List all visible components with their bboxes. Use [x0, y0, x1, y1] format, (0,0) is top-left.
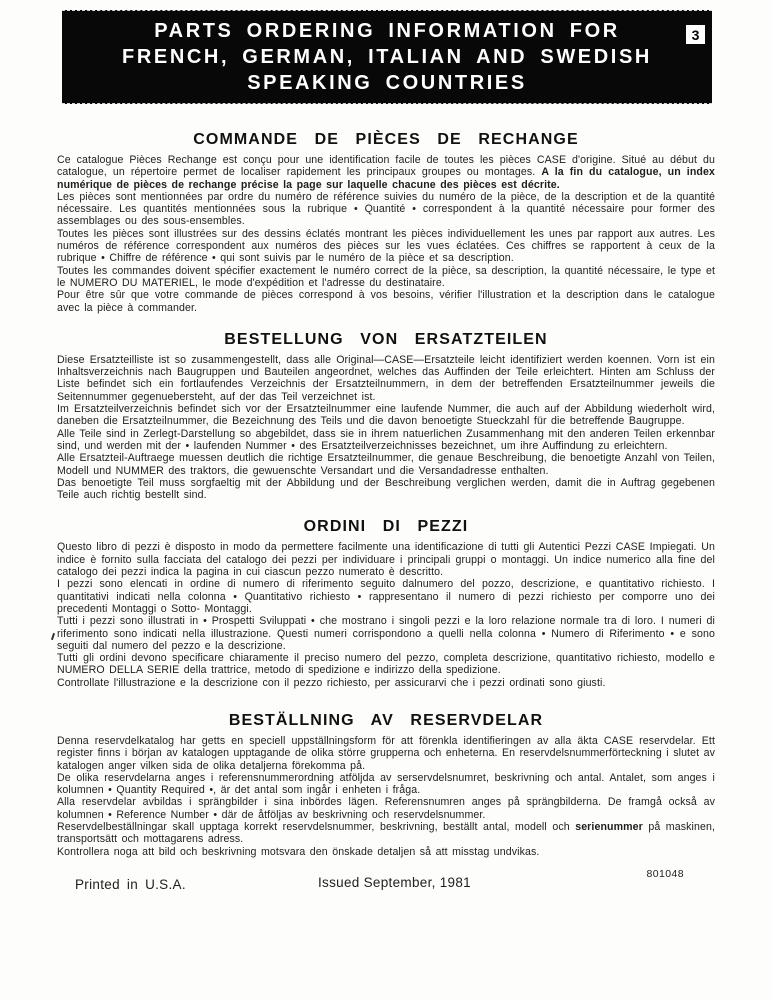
paragraph [57, 191, 715, 228]
form-number: 801048 [646, 868, 684, 880]
section-italian [57, 517, 715, 689]
paragraph [57, 541, 715, 578]
section-title-german: BESTELLUNG VON ERSATZTEILEN [224, 330, 548, 348]
title-banner [62, 10, 712, 104]
body-text: Toutes les commandes doivent spécifier exactement le numéro correct de la pièce, sa description, la quantité nécessaire, le type et le NUMERO DU MATERIEL, le mode d'expédition et l'adresse du destinataire. [57, 264, 715, 289]
body-text: Denna reservdelkatalog har getts en speciell uppställningsform för att förenkla identifieringen av alla äkta CASE reservdelar. Ett register finns i början av katalogen upptagande de olika större grupperna och enheterna. En reservdelsnummerförteckning i slutet av katalogen anger vilken sida de olika detaljerna förekomma på. [57, 734, 715, 772]
section-title-italian: ORDINI DI PEZZI [303, 518, 469, 536]
paragraph [57, 265, 715, 290]
paragraph [57, 477, 715, 502]
paragraph [57, 735, 715, 772]
body-text: Ce catalogue Pièces Rechange est conçu pour une identification facile de toutes les pièces CASE d'origine. Situé au début du catalogue, un répertoire permet de localiser rapidement les principaux groupes ou montages. [57, 154, 715, 179]
emphasized-text: A la fin du catalogue, un index numérique de pièces de rechange précise la page sur laquelle chacune des pièces est décrite. [57, 166, 715, 191]
body-text: Toutes les pièces sont illustrées sur des dessins éclatés montrant les pièces individuellement les unes par rapport aux autres. Les numéros de référence correspondent aux numéros des pièces sur les vues éclatées. Ces chiffres se rapportent à ceux de la rubrique • Chiffre de référence • qui sont suivis par le numéro de la pièce et sa description. [57, 227, 715, 265]
body-text: Tutti gli ordini devono specificare chiaramente il preciso numero del pezzo, completa descrizione, quantitativo richiesto, modello e NUMERO DELLA SERIE della trattrice, metodo di spedizione e indirizzo della spedizione. [57, 652, 715, 677]
paragraph [57, 289, 715, 314]
page-number-badge: 3 [686, 25, 705, 44]
body-text: Tutti i pezzi sono illustrati in • Prospetti Sviluppati • che mostrano i singoli pezzi e la loro relazione normale tra di loro. I numeri di riferimento sono indicati nella illustrazione. Questi numeri corrispondono a quelli nella colonna • Numero di Riferimento • e sono seguiti dal numero del pezzo e la descrizione. [57, 615, 715, 652]
page-content [57, 102, 715, 858]
issued-date-label: Issued September, 1981 [318, 875, 471, 890]
section-title-french: COMMANDE DE PIÈCES DE RECHANGE [193, 131, 579, 148]
page-footer [75, 868, 712, 896]
body-text: Questo libro di pezzi è disposto in modo da permettere facilmente una identificazione di tutti gli Autentici Pezzi CASE Impiegati. Un indice è fornito sulla facciata del catalogo dei pezzi per individuare i principali gruppi o montaggi. Un indice numerico alla fine del catalogo dei pezzi indica la pagina in cui ciascun pezzo numerato è descritto. [57, 541, 715, 579]
body-text: Alle Ersatzteil-Auftraege muessen deutlich die richtige Ersatzteilnummer, die genaue Beschreibung, die benoetigte Anzahl von Teilen, Modell und NUMMER des traktors, die gewuenschte Versandart und die Versandadresse enthalten. [57, 452, 715, 477]
scan-speck-mark [51, 633, 55, 640]
section-swedish [57, 711, 715, 858]
body-text: Les pièces sont mentionnées par ordre du numéro de référence suivies du numéro de la pièce, de la description et de la quantité nécessaire. Les quantités mentionnées sous la rubrique • Quantité • correspondent à la quantité nécessaire pour former des assemblages ou des sous-ensembles. [57, 190, 715, 228]
body-text: Kontrollera noga att bild och beskrivning motsvara den önskade detaljen så att misstag undvikas. [57, 845, 540, 858]
section-title-swedish: BESTÄLLNING AV RESERVDELAR [228, 711, 544, 729]
body-text: Alle Teile sind in Zerlegt-Darstellung so abgebildet, dass sie in ihrem natuerlichen Zusammenhang mit den anderen Teilen erkennbar sind, und werden mit der • laufenden Nummer • des Ersatzteilverzeichnisses bezeichnet, um ihre Auffindung zu erleichtern. [57, 427, 715, 452]
body-text: Controllate l'illustrazione e la descrizione con il pezzo richiesto, per assicurarvi che i pezzi ordinati sono giusti. [57, 676, 606, 689]
paragraph [57, 228, 715, 265]
paragraph [57, 578, 715, 615]
banner-line-1: PARTS ORDERING INFORMATION FOR [154, 19, 620, 42]
banner-line-3: SPEAKING COUNTRIES [247, 71, 527, 94]
section-body-french [57, 154, 715, 314]
paragraph [57, 452, 715, 477]
paragraph [57, 615, 715, 652]
paragraph [57, 428, 715, 453]
body-text: Pour être sûr que votre commande de pièces correspond à vos besoins, vérifier l'illustration et la description dans le catalogue avec la pièce à commander. [57, 289, 715, 314]
paragraph [57, 846, 715, 858]
body-text: De olika reservdelarna anges i referensnummerordning atföljda av serservdelsnumret, beskrivning och antal. Antalet, som anges i kolumnen • Quantity Required •, är det antal som ingår i enheten i fråga. [57, 771, 715, 797]
section-german [57, 330, 715, 502]
section-body-german [57, 354, 715, 502]
emphasized-text: serienummer [575, 821, 643, 834]
body-text: Reservdelbeställningar skall upptaga korrekt reservdelsnummer, beskrivning, beställt antal, modell och [57, 821, 576, 834]
paragraph [57, 154, 715, 191]
section-body-italian [57, 541, 715, 689]
body-text: Diese Ersatzteilliste ist so zusammengestellt, dass alle Original—CASE—Ersatzteile leicht identifiziert werden koennen. Vorn ist ein Inhaltsverzeichnis nach Baugruppen und Bauteilen angeordnet, welches das Auffinden der Teile erleichtert. Hinten am Schluss der Liste befindet sich ein fortlaufendes Verzeichnis der Ersatzteilnummern, in dem der betreffenden Ersatzteilnummer jeweils die Seitennummer gegenuebersteht, auf der das Teil verzeichnet ist. [57, 353, 715, 403]
paragraph [57, 796, 715, 821]
body-text: Das benoetigte Teil muss sorgfaeltig mit der Abbildung und der Beschreibung verglichen werden, damit die in Auftrag gegebenen Teile auch richtig bestellt sind. [57, 476, 715, 502]
paragraph [57, 354, 715, 403]
printed-in-label: Printed in U.S.A. [75, 877, 186, 892]
section-french [57, 130, 715, 314]
paragraph [57, 403, 715, 428]
banner-line-2: FRENCH, GERMAN, ITALIAN AND SWEDISH [122, 45, 652, 68]
body-text: på maskinen, transportsätt och mottagarens adress. [57, 821, 715, 846]
body-text: Alla reservdelar avbildas i sprängbilder i sina inbördes lägen. Referensnumren anges på sprängbilderna. De framgå också av kolumnen • Reference Number • där de åtföljas av beskrivning och reservdelsnummer. [57, 796, 715, 821]
paragraph [57, 652, 715, 677]
paragraph [57, 772, 715, 797]
section-body-swedish [57, 735, 715, 858]
body-text: Im Ersatzteilverzeichnis befindet sich vor der Ersatzteilnummer eine laufende Nummer, die auch auf der Abbildung wiederholt wird, daneben die Ersatzteilnummer, die Bezeichnung des Teils und die davon benoetigte Stueckzahl für die betreffende Baugruppe. [57, 403, 715, 428]
paragraph [57, 677, 715, 689]
paragraph [57, 821, 715, 846]
body-text: I pezzi sono elencati in ordine di numero di riferimento seguito dalnumero del pozzo, descrizione, e quantitativo richiesto. I quantitativi indicati nella colonna • Quantitativo richiesto • rappresentano il numero di pezzi richiesto per comporre uno dei precedenti Montaggi o Sotto- Montaggi. [57, 578, 715, 615]
